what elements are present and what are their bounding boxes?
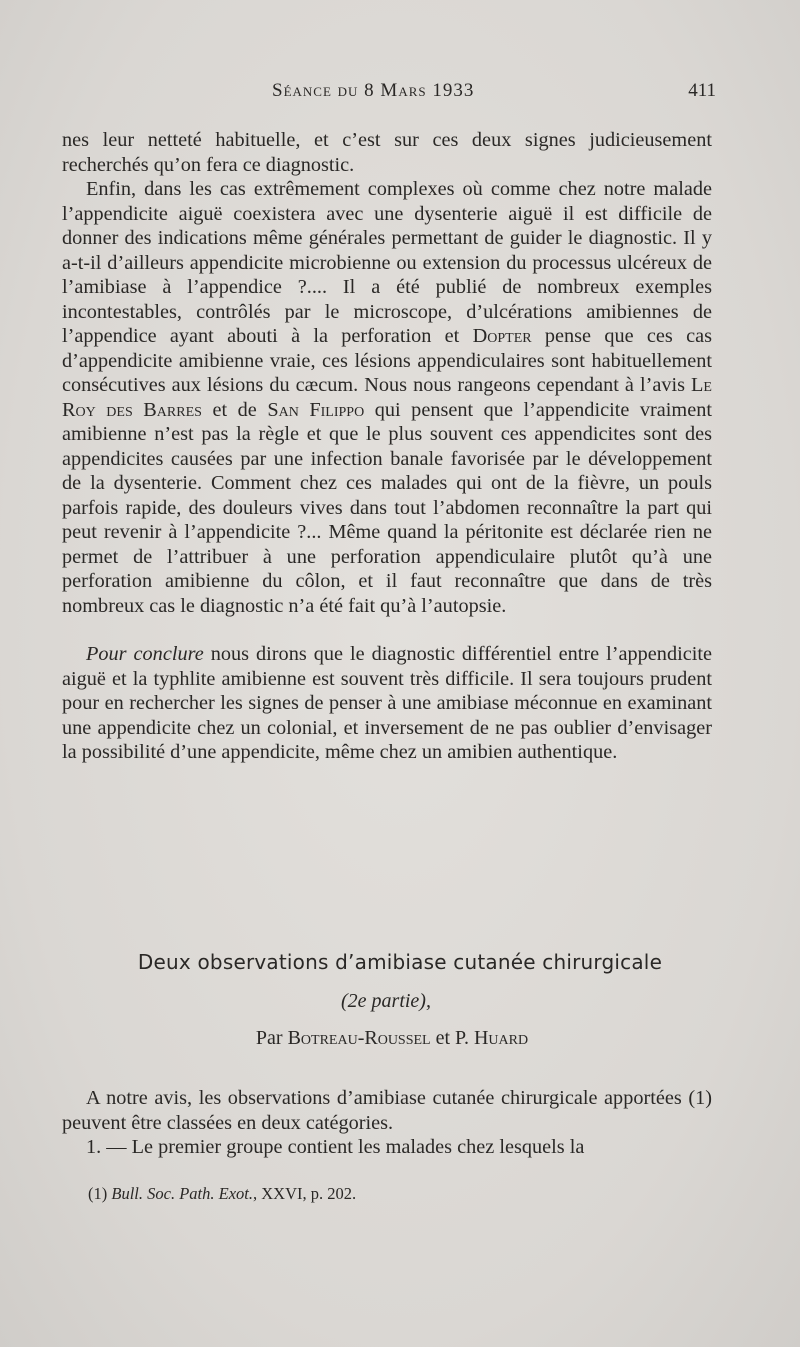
page-number: 411 bbox=[688, 80, 716, 101]
section-body bbox=[62, 128, 712, 765]
article-authors: Par Botreau-Roussel et P. Huard bbox=[255, 1027, 529, 1049]
author-name-le-roy: Le Roy des Barres bbox=[62, 374, 712, 421]
author-botreau-roussel: Botreau-Roussel bbox=[287, 1027, 431, 1049]
author-name-san-filippo: San Filippo bbox=[267, 398, 365, 421]
paragraph-enfin: Enfin, dans les cas extrêmement complexes où comme chez notre malade l’appendicite aiguë coexistera avec une dysenterie aiguë il est difficile de donner des indications même générales permettant de guider le diagnostic. Il y a-t-il d’ailleurs appendicite microbienne ou extension du processus ulcéreux de l’amibiase à l’appendice ?.... Il a été publié de nombreux exemples incontestables, contrôlés par le microscope, d’ulcérations amibiennes de l’appendice ayant abouti à la perforation et Dopter pense que ces cas d’appendicite amibienne vraie, ces lésions appendiculaires sont habituellement consécutives aux lésions du cæcum. Nous nous rangeons cependant à l’avis Le Roy des Barres et de San Filippo qui pensent que l’appendicite vraiment amibienne n’est pas la règle et que le plus souvent ces appendicites sont des appendicites causées par une infection banale favorisée par le développement de la dysenterie. Comment chez ces malades qui ont de la fièvre, un pouls parfois rapide, des douleurs vives dans tout l’abdomen reconnaître la part qui peut revenir à l’appendicite ?... Même quand la péritonite est déclarée rien ne permet de l’attribuer à une perforation appendiculaire plutôt qu’à une perforation amibienne du côlon, et il faut reconnaître que dans de très nombreux cas le diagnostic n’a été fait qu’à l’autopsie. bbox=[62, 178, 712, 617]
article-body bbox=[62, 1086, 712, 1160]
article-paragraph-1: A notre avis, les observations d’amibiase cutanée chirurgicale apportées (1) peuvent être classées en deux catégories. bbox=[62, 1087, 712, 1134]
article-paragraph-2: 1. — Le premier groupe contient les malades chez lesquels la bbox=[86, 1136, 585, 1158]
footnote-source: Bull. Soc. Path. Exot. bbox=[111, 1184, 253, 1203]
running-header bbox=[0, 80, 800, 110]
author-name-dopter: Dopter bbox=[472, 325, 532, 347]
article-title: Deux observations d’amibiase cutanée chirurgicale bbox=[137, 950, 663, 974]
header-title: Séance du 8 Mars 1933 bbox=[272, 80, 475, 101]
conclusion-lead: Pour conclure bbox=[86, 643, 204, 665]
paragraph-continued: nes leur netteté habituelle, et c’est sur ces deux signes judicieusement recherchés qu’on fera ce diagnostic. bbox=[62, 129, 712, 176]
footnote: (1) Bull. Soc. Path. Exot., XXVI, p. 202. bbox=[88, 1184, 357, 1203]
author-huard: Huard bbox=[473, 1027, 529, 1049]
article-subtitle: (2e partie), bbox=[341, 990, 431, 1012]
paragraph-conclusion: Pour conclure nous dirons que le diagnostic différentiel entre l’appendicite aiguë et la typhlite amibienne est souvent très difficile. Il sera toujours prudent pour en rechercher les signes de penser à une amibiase méconnue en examinant une appendicite chez un colonial, et inversement de ne pas oublier d’envisager la possibilité d’une appendicite, même chez un amibien authentique. bbox=[62, 643, 712, 763]
